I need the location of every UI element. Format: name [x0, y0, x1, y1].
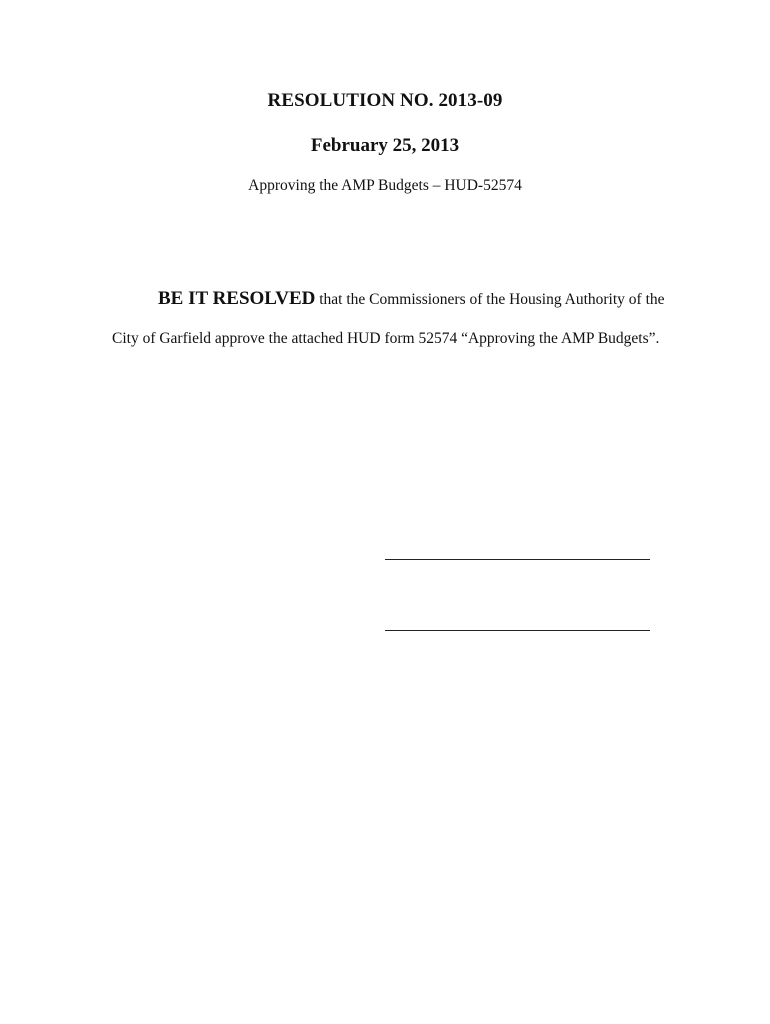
resolution-date: February 25, 2013: [310, 135, 460, 156]
resolution-body-line-2: City of Garfield approve the attached HUD form 52574 “Approving the AMP Budgets”.: [112, 330, 660, 347]
resolution-title: RESOLUTION NO. 2013-09: [267, 90, 503, 111]
resolution-body-line-1-rest: that the Commissioners of the Housing Authority of the: [315, 291, 665, 308]
resolution-subtitle: Approving the AMP Budgets – HUD-52574: [248, 177, 522, 194]
resolution-body-line-1: [158, 288, 665, 310]
signature-line-1: [385, 559, 650, 560]
signature-line-2: [385, 630, 650, 631]
resolved-lead-text: BE IT RESOLVED: [158, 288, 316, 309]
